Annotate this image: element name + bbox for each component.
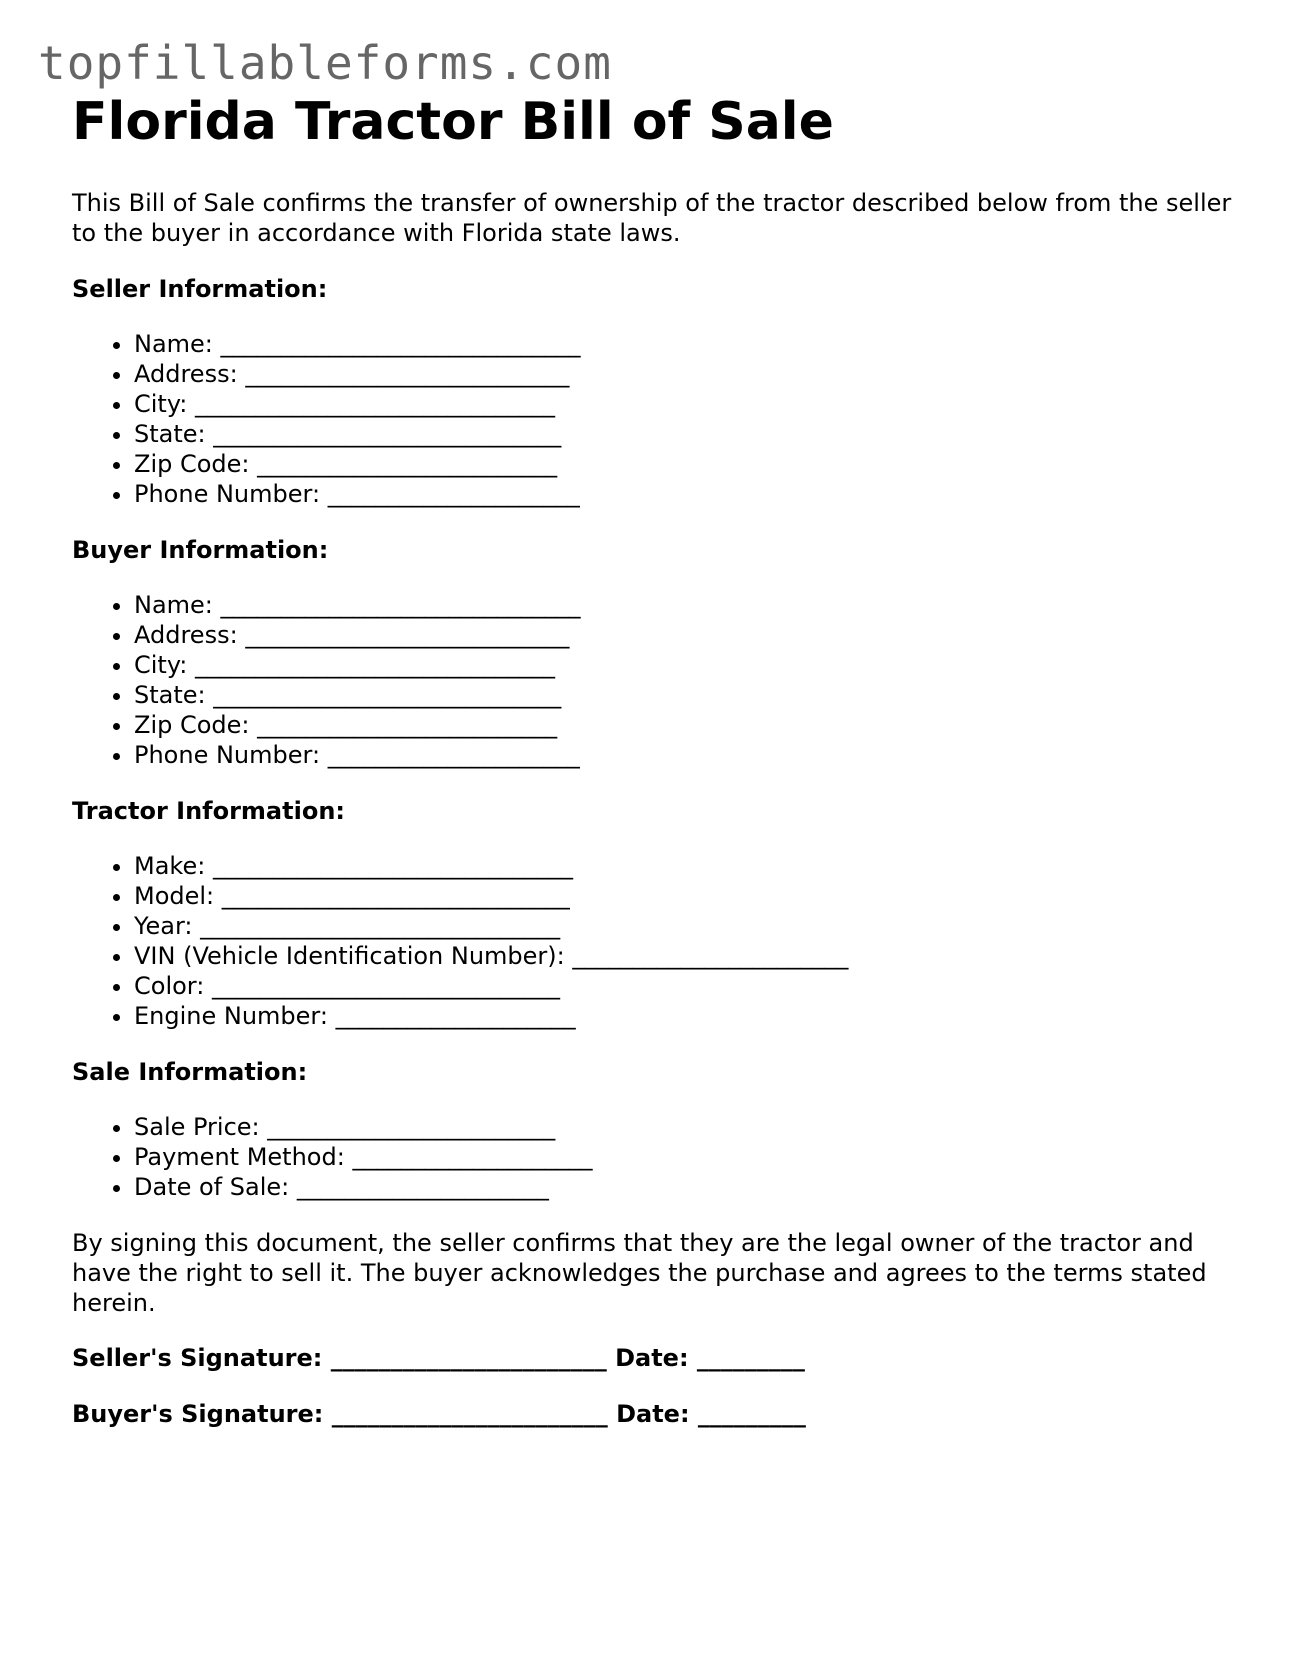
date-of-sale-field[interactable]	[134, 1172, 1252, 1202]
tractor-year-field[interactable]	[134, 911, 1252, 941]
seller-date-blank[interactable]: _________	[696, 1344, 805, 1372]
field-blank[interactable]: ______________________________	[195, 651, 556, 679]
seller-heading: Seller Information:	[72, 275, 328, 303]
field-label: Date of Sale:	[134, 1173, 290, 1201]
field-label: Name:	[134, 591, 213, 619]
seller-date-label: Date:	[615, 1344, 689, 1372]
field-label: VIN (Vehicle Identification Number):	[134, 942, 565, 970]
field-label: Payment Method:	[134, 1143, 345, 1171]
field-blank[interactable]: _____________________	[327, 480, 580, 508]
field-blank[interactable]: _____________________________	[213, 420, 562, 448]
field-blank[interactable]: ___________________________	[245, 621, 570, 649]
field-label: Phone Number:	[134, 480, 321, 508]
field-label: Color:	[134, 972, 205, 1000]
seller-phone-field[interactable]	[134, 479, 1252, 509]
tractor-engine-number-field[interactable]	[134, 1001, 1252, 1031]
seller-signature-line[interactable]	[72, 1342, 1252, 1374]
field-blank[interactable]: _____________________________	[211, 972, 560, 1000]
buyer-date-blank[interactable]: _________	[697, 1400, 806, 1428]
field-label: Sale Price:	[134, 1113, 260, 1141]
field-label: State:	[134, 681, 206, 709]
field-label: Address:	[134, 621, 238, 649]
buyer-date-label: Date:	[616, 1400, 690, 1428]
field-label: State:	[134, 420, 206, 448]
seller-city-field[interactable]	[134, 389, 1252, 419]
field-blank[interactable]: ______________________________	[212, 852, 573, 880]
field-blank[interactable]: _________________________	[257, 450, 558, 478]
field-blank[interactable]: ______________________________	[220, 330, 581, 358]
field-blank[interactable]: _______________________	[572, 942, 849, 970]
buyer-heading: Buyer Information:	[72, 536, 329, 564]
seller-name-field[interactable]	[134, 329, 1252, 359]
seller-field-list	[72, 329, 1252, 509]
seller-signature-label: Seller's Signature:	[72, 1344, 323, 1372]
field-label: Zip Code:	[134, 711, 250, 739]
field-label: Engine Number:	[134, 1002, 328, 1030]
field-blank[interactable]: ______________________________	[195, 390, 556, 418]
tractor-vin-field[interactable]	[134, 941, 1252, 971]
field-label: Name:	[134, 330, 213, 358]
sale-heading: Sale Information:	[72, 1058, 308, 1086]
tractor-field-list	[72, 851, 1252, 1031]
field-blank[interactable]: _________________________	[257, 711, 558, 739]
sale-price-field[interactable]	[134, 1112, 1252, 1142]
field-blank[interactable]: ____________________	[335, 1002, 576, 1030]
seller-signature-blank[interactable]: _______________________	[330, 1344, 607, 1372]
sale-field-list	[72, 1112, 1252, 1202]
buyer-signature-label: Buyer's Signature:	[72, 1400, 324, 1428]
buyer-zip-field[interactable]	[134, 710, 1252, 740]
field-blank[interactable]: _____________________	[296, 1173, 549, 1201]
closing-paragraph: By signing this document, the seller confirms that they are the legal owner of the tractor and have the right to sell it. The buyer acknowledges the purchase and agrees to the terms stated herein.	[72, 1229, 1207, 1317]
seller-zip-field[interactable]	[134, 449, 1252, 479]
buyer-address-field[interactable]	[134, 620, 1252, 650]
seller-state-field[interactable]	[134, 419, 1252, 449]
buyer-name-field[interactable]	[134, 590, 1252, 620]
field-blank[interactable]: ________________________	[267, 1113, 556, 1141]
buyer-city-field[interactable]	[134, 650, 1252, 680]
field-blank[interactable]: ___________________________	[245, 360, 570, 388]
payment-method-field[interactable]	[134, 1142, 1252, 1172]
field-blank[interactable]: _____________________________	[213, 681, 562, 709]
intro-paragraph: This Bill of Sale confirms the transfer of ownership of the tractor described below from the seller to the buyer in accordance with Florida state laws.	[72, 189, 1232, 247]
field-blank[interactable]: _____________________________	[221, 882, 570, 910]
field-label: City:	[134, 390, 188, 418]
tractor-model-field[interactable]	[134, 881, 1252, 911]
buyer-field-list	[72, 590, 1252, 770]
field-label: City:	[134, 651, 188, 679]
buyer-signature-blank[interactable]: _______________________	[331, 1400, 608, 1428]
buyer-phone-field[interactable]	[134, 740, 1252, 770]
field-label: Phone Number:	[134, 741, 321, 769]
field-label: Address:	[134, 360, 238, 388]
page-title: Florida Tractor Bill of Sale	[72, 92, 834, 152]
buyer-signature-line[interactable]	[72, 1398, 1252, 1430]
field-label: Make:	[134, 852, 206, 880]
field-label: Zip Code:	[134, 450, 250, 478]
watermark: topfillableforms.com	[38, 36, 612, 90]
field-label: Year:	[134, 912, 193, 940]
field-blank[interactable]: ______________________________	[200, 912, 561, 940]
tractor-make-field[interactable]	[134, 851, 1252, 881]
tractor-color-field[interactable]	[134, 971, 1252, 1001]
tractor-heading: Tractor Information:	[72, 797, 345, 825]
document-body	[72, 92, 1252, 1430]
field-blank[interactable]: ____________________	[352, 1143, 593, 1171]
field-label: Model:	[134, 882, 215, 910]
buyer-state-field[interactable]	[134, 680, 1252, 710]
field-blank[interactable]: _____________________	[327, 741, 580, 769]
field-blank[interactable]: ______________________________	[220, 591, 581, 619]
seller-address-field[interactable]	[134, 359, 1252, 389]
